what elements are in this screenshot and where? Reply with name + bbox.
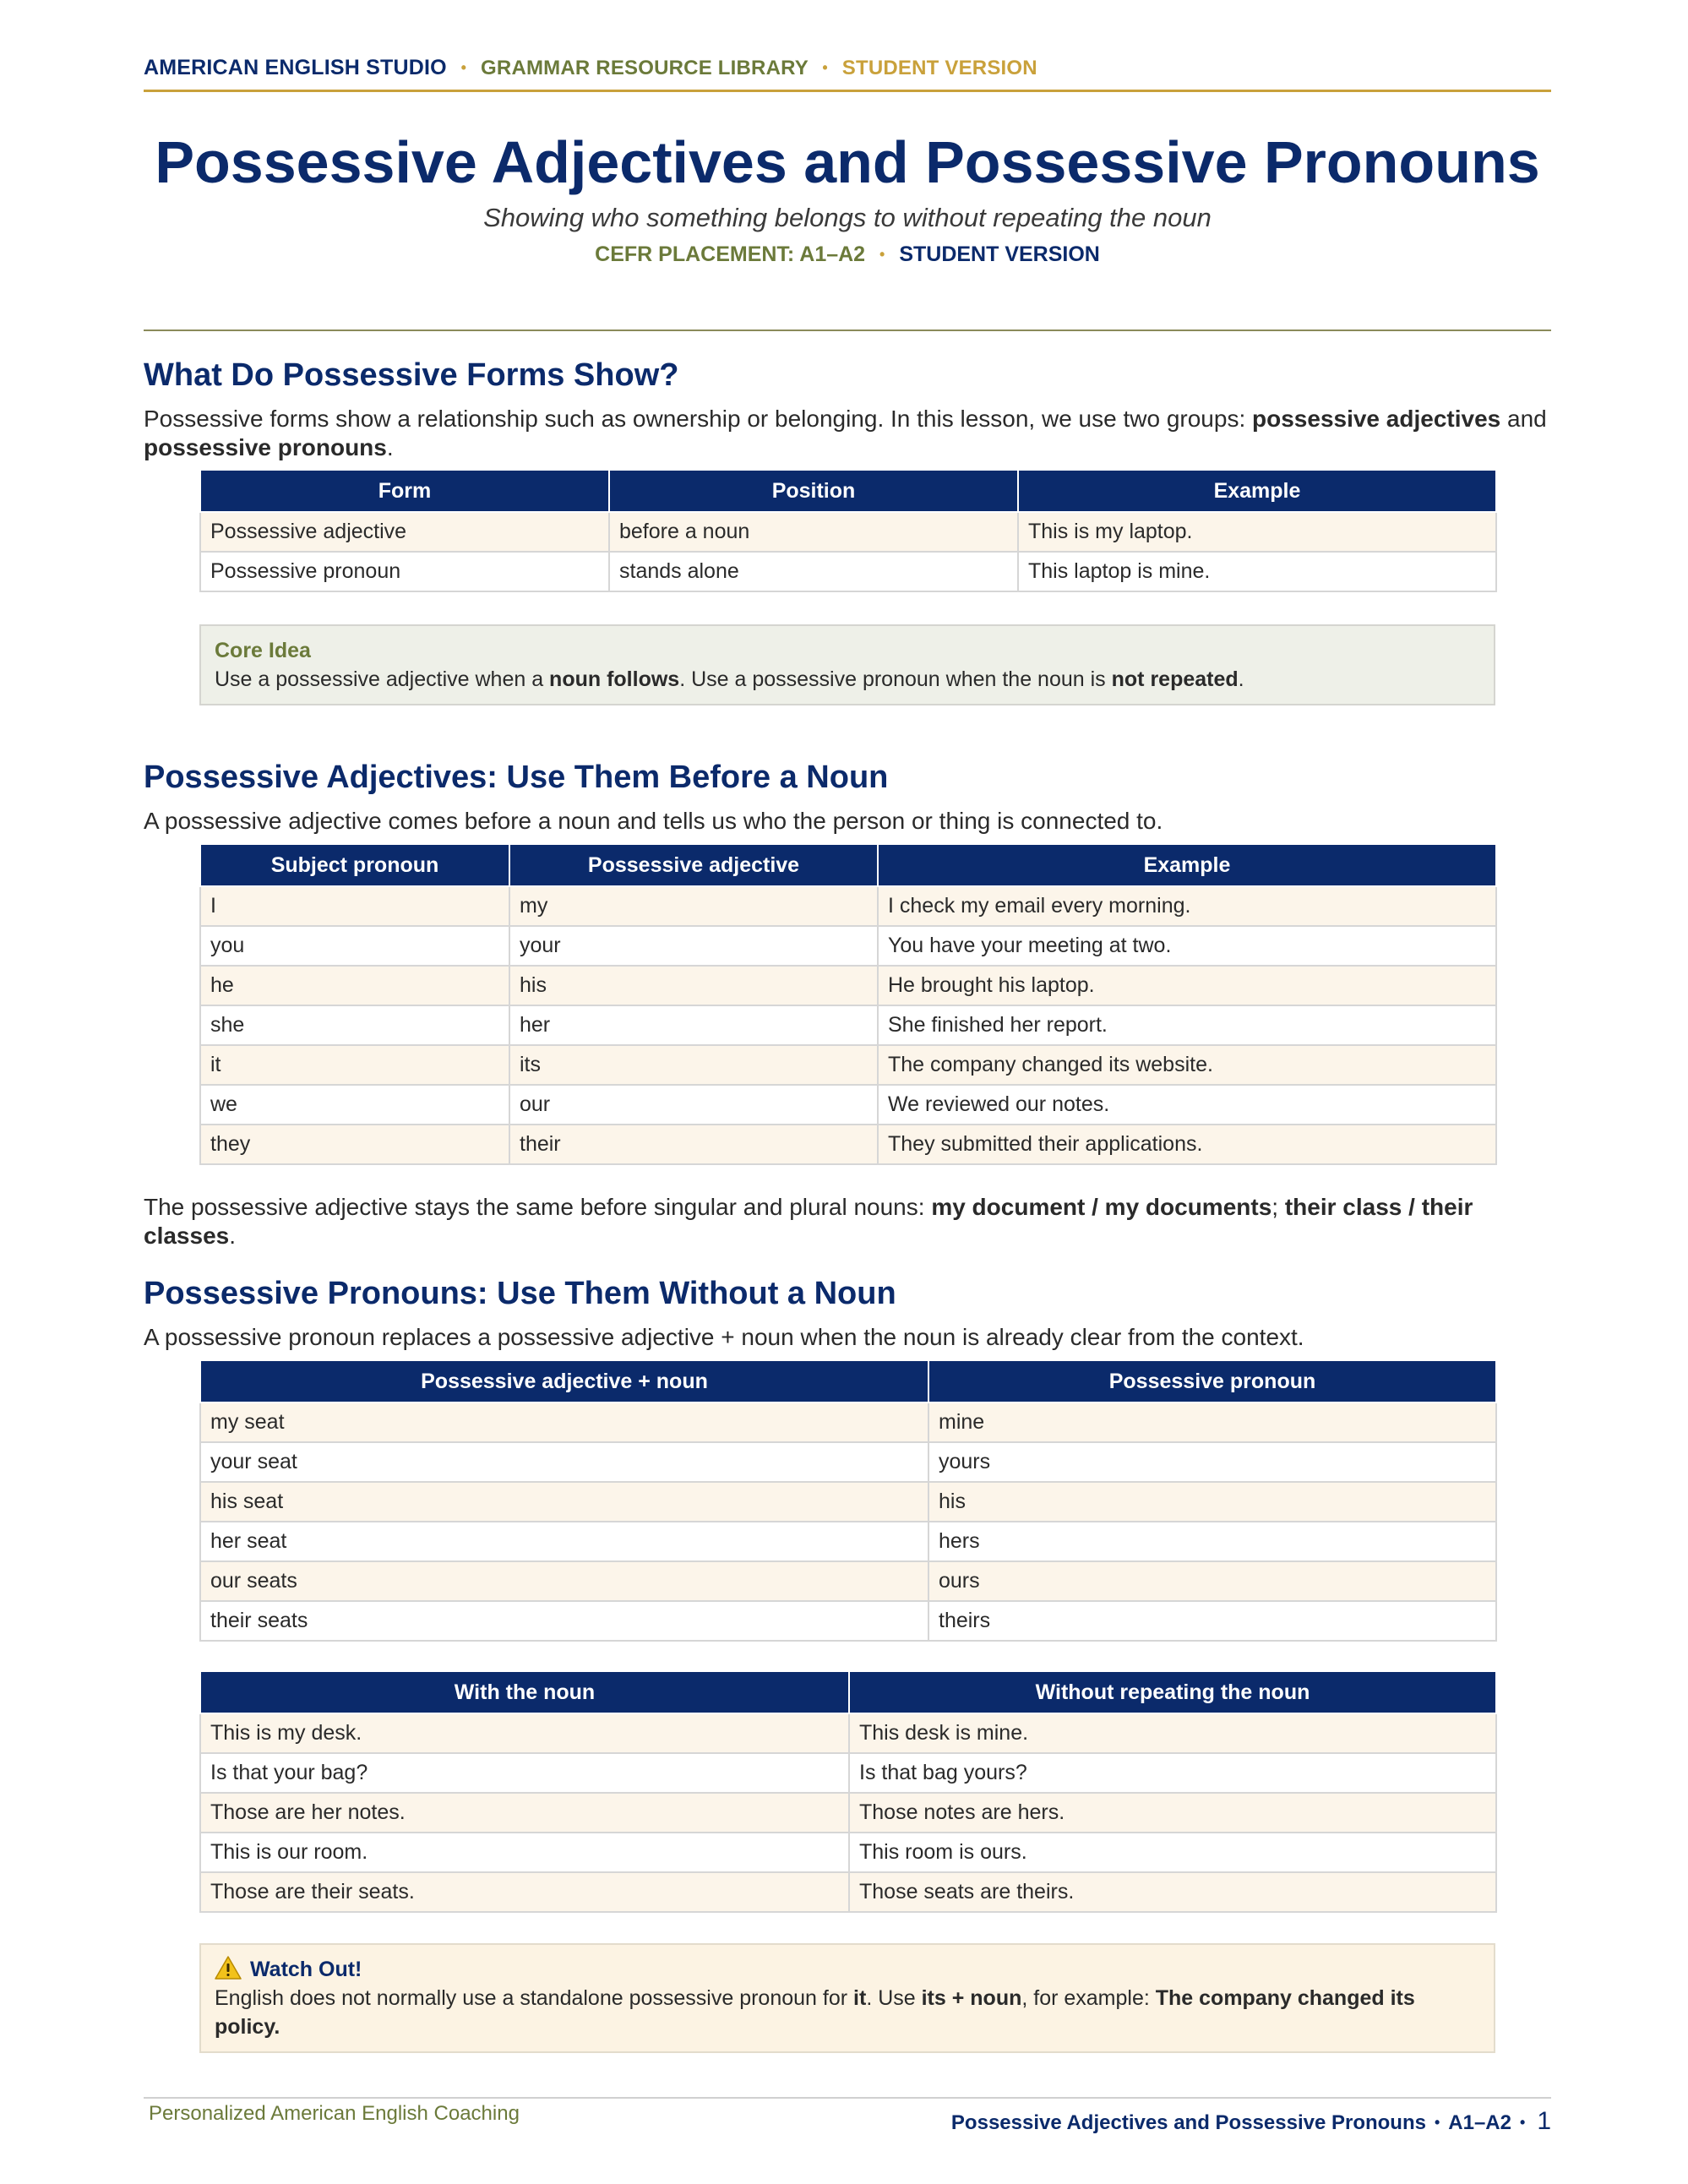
table-row	[200, 512, 1496, 552]
table-cell: hers	[928, 1522, 1496, 1561]
callout-title: Watch Out!	[250, 1958, 362, 1981]
note-bold-example: my document / my documents	[931, 1194, 1272, 1220]
table-cell: This room is ours.	[849, 1833, 1496, 1872]
footer-title: Possessive Adjectives and Possessive Pronouns	[950, 2111, 1426, 2134]
table-cell: They submitted their applications.	[878, 1125, 1496, 1164]
intro-text: and	[1500, 406, 1547, 432]
callout-bold-term: noun follows	[549, 667, 680, 691]
forms-table	[199, 471, 1497, 592]
page-number: 1	[1537, 2107, 1551, 2135]
core-idea-callout	[199, 624, 1495, 705]
table-cell: Is that bag yours?	[849, 1753, 1496, 1793]
intro-text: Possessive forms show a relationship such as ownership or belonging. In this lesson, we use two groups:	[144, 406, 1253, 432]
table-row	[200, 1402, 1496, 1442]
table-row	[200, 1045, 1496, 1085]
section-heading-possessive-adjectives: Possessive Adjectives: Use Them Before a Noun	[144, 760, 889, 795]
section-heading-what-possessive-forms-show: What Do Possessive Forms Show?	[144, 357, 679, 393]
table-row	[200, 1713, 1496, 1753]
placement-level: CEFR PLACEMENT: A1–A2	[595, 242, 866, 266]
table-cell: Those notes are hers.	[849, 1793, 1496, 1833]
intro-text: .	[386, 434, 394, 460]
callout-title: Core Idea	[215, 639, 311, 662]
table-row	[200, 1442, 1496, 1482]
table-cell: his seat	[200, 1482, 928, 1522]
table-header-row	[200, 471, 1496, 512]
header-brand: AMERICAN ENGLISH STUDIO	[144, 56, 447, 79]
page-title: Possessive Adjectives and Possessive Pronouns	[155, 129, 1540, 195]
table-row	[200, 1872, 1496, 1912]
table-cell: I check my email every morning.	[878, 886, 1496, 926]
table-cell: We reviewed our notes.	[878, 1085, 1496, 1125]
table-row	[200, 552, 1496, 591]
column-header: Example	[1018, 471, 1496, 512]
table-cell: This desk is mine.	[849, 1713, 1496, 1753]
table-header-row	[200, 845, 1496, 886]
table-cell: This is my desk.	[200, 1713, 849, 1753]
table-row	[200, 1601, 1496, 1641]
table-cell: ours	[928, 1561, 1496, 1601]
table-cell: it	[200, 1045, 509, 1085]
intro-bold-term: possessive adjectives	[1252, 406, 1501, 432]
footer-separator: •	[1520, 2114, 1526, 2131]
column-header: Possessive adjective	[509, 845, 878, 886]
table-cell: our seats	[200, 1561, 928, 1601]
callout-bold-term: it	[853, 1986, 867, 2010]
note-text: The possessive adjective stays the same before singular and plural nouns:	[144, 1194, 932, 1220]
table-cell: This laptop is mine.	[1018, 552, 1496, 591]
with-without-noun-table	[199, 1672, 1497, 1913]
table-row	[200, 886, 1496, 926]
table-cell: This is my laptop.	[1018, 512, 1496, 552]
table-cell: theirs	[928, 1601, 1496, 1641]
column-header: Position	[609, 471, 1018, 512]
header-library: GRAMMAR RESOURCE LIBRARY	[481, 57, 809, 79]
table-row	[200, 1125, 1496, 1164]
watch-out-callout	[199, 1943, 1495, 2053]
table-cell: he	[200, 966, 509, 1005]
column-header: Possessive adjective + noun	[200, 1361, 928, 1402]
section-heading-possessive-pronouns: Possessive Pronouns: Use Them Without a Noun	[144, 1276, 896, 1311]
placement-line	[144, 242, 1551, 267]
table-cell: She finished her report.	[878, 1005, 1496, 1045]
callout-text-part: . Use a possessive pronoun when the noun is	[679, 667, 1112, 691]
callout-bold-example: The company changed its policy.	[215, 1986, 1415, 2039]
table-cell: before a noun	[609, 512, 1018, 552]
section1-intro	[144, 405, 1551, 462]
table-cell: Possessive pronoun	[200, 552, 609, 591]
table-cell: they	[200, 1125, 509, 1164]
callout-bold-term: its + noun	[921, 1986, 1022, 2010]
table-cell: The company changed its website.	[878, 1045, 1496, 1085]
title-divider	[144, 330, 1551, 331]
table-cell: You have your meeting at two.	[878, 926, 1496, 966]
table-cell: stands alone	[609, 552, 1018, 591]
table-cell: his	[928, 1482, 1496, 1522]
placement-separator: •	[879, 246, 885, 263]
table-row	[200, 1005, 1496, 1045]
footer-level: A1–A2	[1448, 2111, 1511, 2134]
table-cell: her	[509, 1005, 878, 1045]
table-row	[200, 1561, 1496, 1601]
table-cell: Those are their seats.	[200, 1872, 849, 1912]
table-cell: your	[509, 926, 878, 966]
table-cell: your seat	[200, 1442, 928, 1482]
note-text: ;	[1271, 1194, 1285, 1220]
possessive-pronouns-table	[199, 1361, 1497, 1642]
section2-note	[144, 1193, 1551, 1250]
column-header: Example	[878, 845, 1496, 886]
header-separator: •	[460, 59, 467, 76]
table-cell: He brought his laptop.	[878, 966, 1496, 1005]
table-cell: you	[200, 926, 509, 966]
callout-text-part: .	[1238, 667, 1244, 691]
callout-text	[215, 1984, 1480, 2041]
footer-running-title	[951, 2107, 1551, 2136]
intro-bold-term: possessive pronouns	[144, 434, 387, 460]
callout-bold-term: not repeated	[1111, 667, 1239, 691]
table-cell: yours	[928, 1442, 1496, 1482]
note-bold-example: their class / their classes	[144, 1194, 1473, 1249]
placement-version: STUDENT VERSION	[899, 242, 1100, 266]
table-cell: she	[200, 1005, 509, 1045]
table-row	[200, 1522, 1496, 1561]
table-cell: our	[509, 1085, 878, 1125]
table-row	[200, 1482, 1496, 1522]
table-row	[200, 1085, 1496, 1125]
column-header: Without repeating the noun	[849, 1672, 1496, 1713]
callout-title-row	[215, 1955, 1480, 1984]
header-version: STUDENT VERSION	[841, 57, 1037, 79]
table-row	[200, 926, 1496, 966]
callout-text-part: Use a possessive adjective when a	[215, 667, 550, 691]
table-header-row	[200, 1672, 1496, 1713]
table-header-row	[200, 1361, 1496, 1402]
warning-icon	[215, 1956, 242, 1980]
table-cell: my seat	[200, 1402, 928, 1442]
footer-divider	[144, 2097, 1551, 2099]
note-text: .	[229, 1223, 236, 1249]
column-header: Subject pronoun	[200, 845, 509, 886]
table-cell: I	[200, 886, 509, 926]
callout-text-part: . Use	[866, 1986, 922, 2010]
table-cell: This is our room.	[200, 1833, 849, 1872]
possessive-adjectives-table	[199, 845, 1497, 1165]
table-row	[200, 1753, 1496, 1793]
column-header: Possessive pronoun	[928, 1361, 1496, 1402]
callout-text	[215, 665, 1480, 694]
running-header	[144, 56, 1551, 92]
header-separator: •	[822, 59, 828, 76]
table-row	[200, 1833, 1496, 1872]
table-cell: Possessive adjective	[200, 512, 609, 552]
section2-intro: A possessive adjective comes before a noun and tells us who the person or thing is connected to.	[144, 808, 1163, 834]
table-cell: mine	[928, 1402, 1496, 1442]
table-row	[200, 966, 1496, 1005]
table-cell: their seats	[200, 1601, 928, 1641]
table-cell: my	[509, 886, 878, 926]
table-cell: her seat	[200, 1522, 928, 1561]
table-row	[200, 1793, 1496, 1833]
column-header: With the noun	[200, 1672, 849, 1713]
footer-tagline: Personalized American English Coaching	[149, 2102, 520, 2125]
page-subtitle: Showing who something belongs to without repeating the noun	[483, 203, 1212, 232]
callout-text-part: , for example:	[1021, 1986, 1156, 2010]
table-cell: we	[200, 1085, 509, 1125]
callout-text-part: English does not normally use a standalone possessive pronoun for	[215, 1986, 854, 2010]
footer-separator: •	[1434, 2114, 1440, 2131]
table-cell: its	[509, 1045, 878, 1085]
table-cell: Those seats are theirs.	[849, 1872, 1496, 1912]
section3-intro: A possessive pronoun replaces a possessive adjective + noun when the noun is already clear from the context.	[144, 1324, 1304, 1350]
column-header: Form	[200, 471, 609, 512]
table-cell: Those are her notes.	[200, 1793, 849, 1833]
table-cell: their	[509, 1125, 878, 1164]
table-cell: his	[509, 966, 878, 1005]
table-cell: Is that your bag?	[200, 1753, 849, 1793]
